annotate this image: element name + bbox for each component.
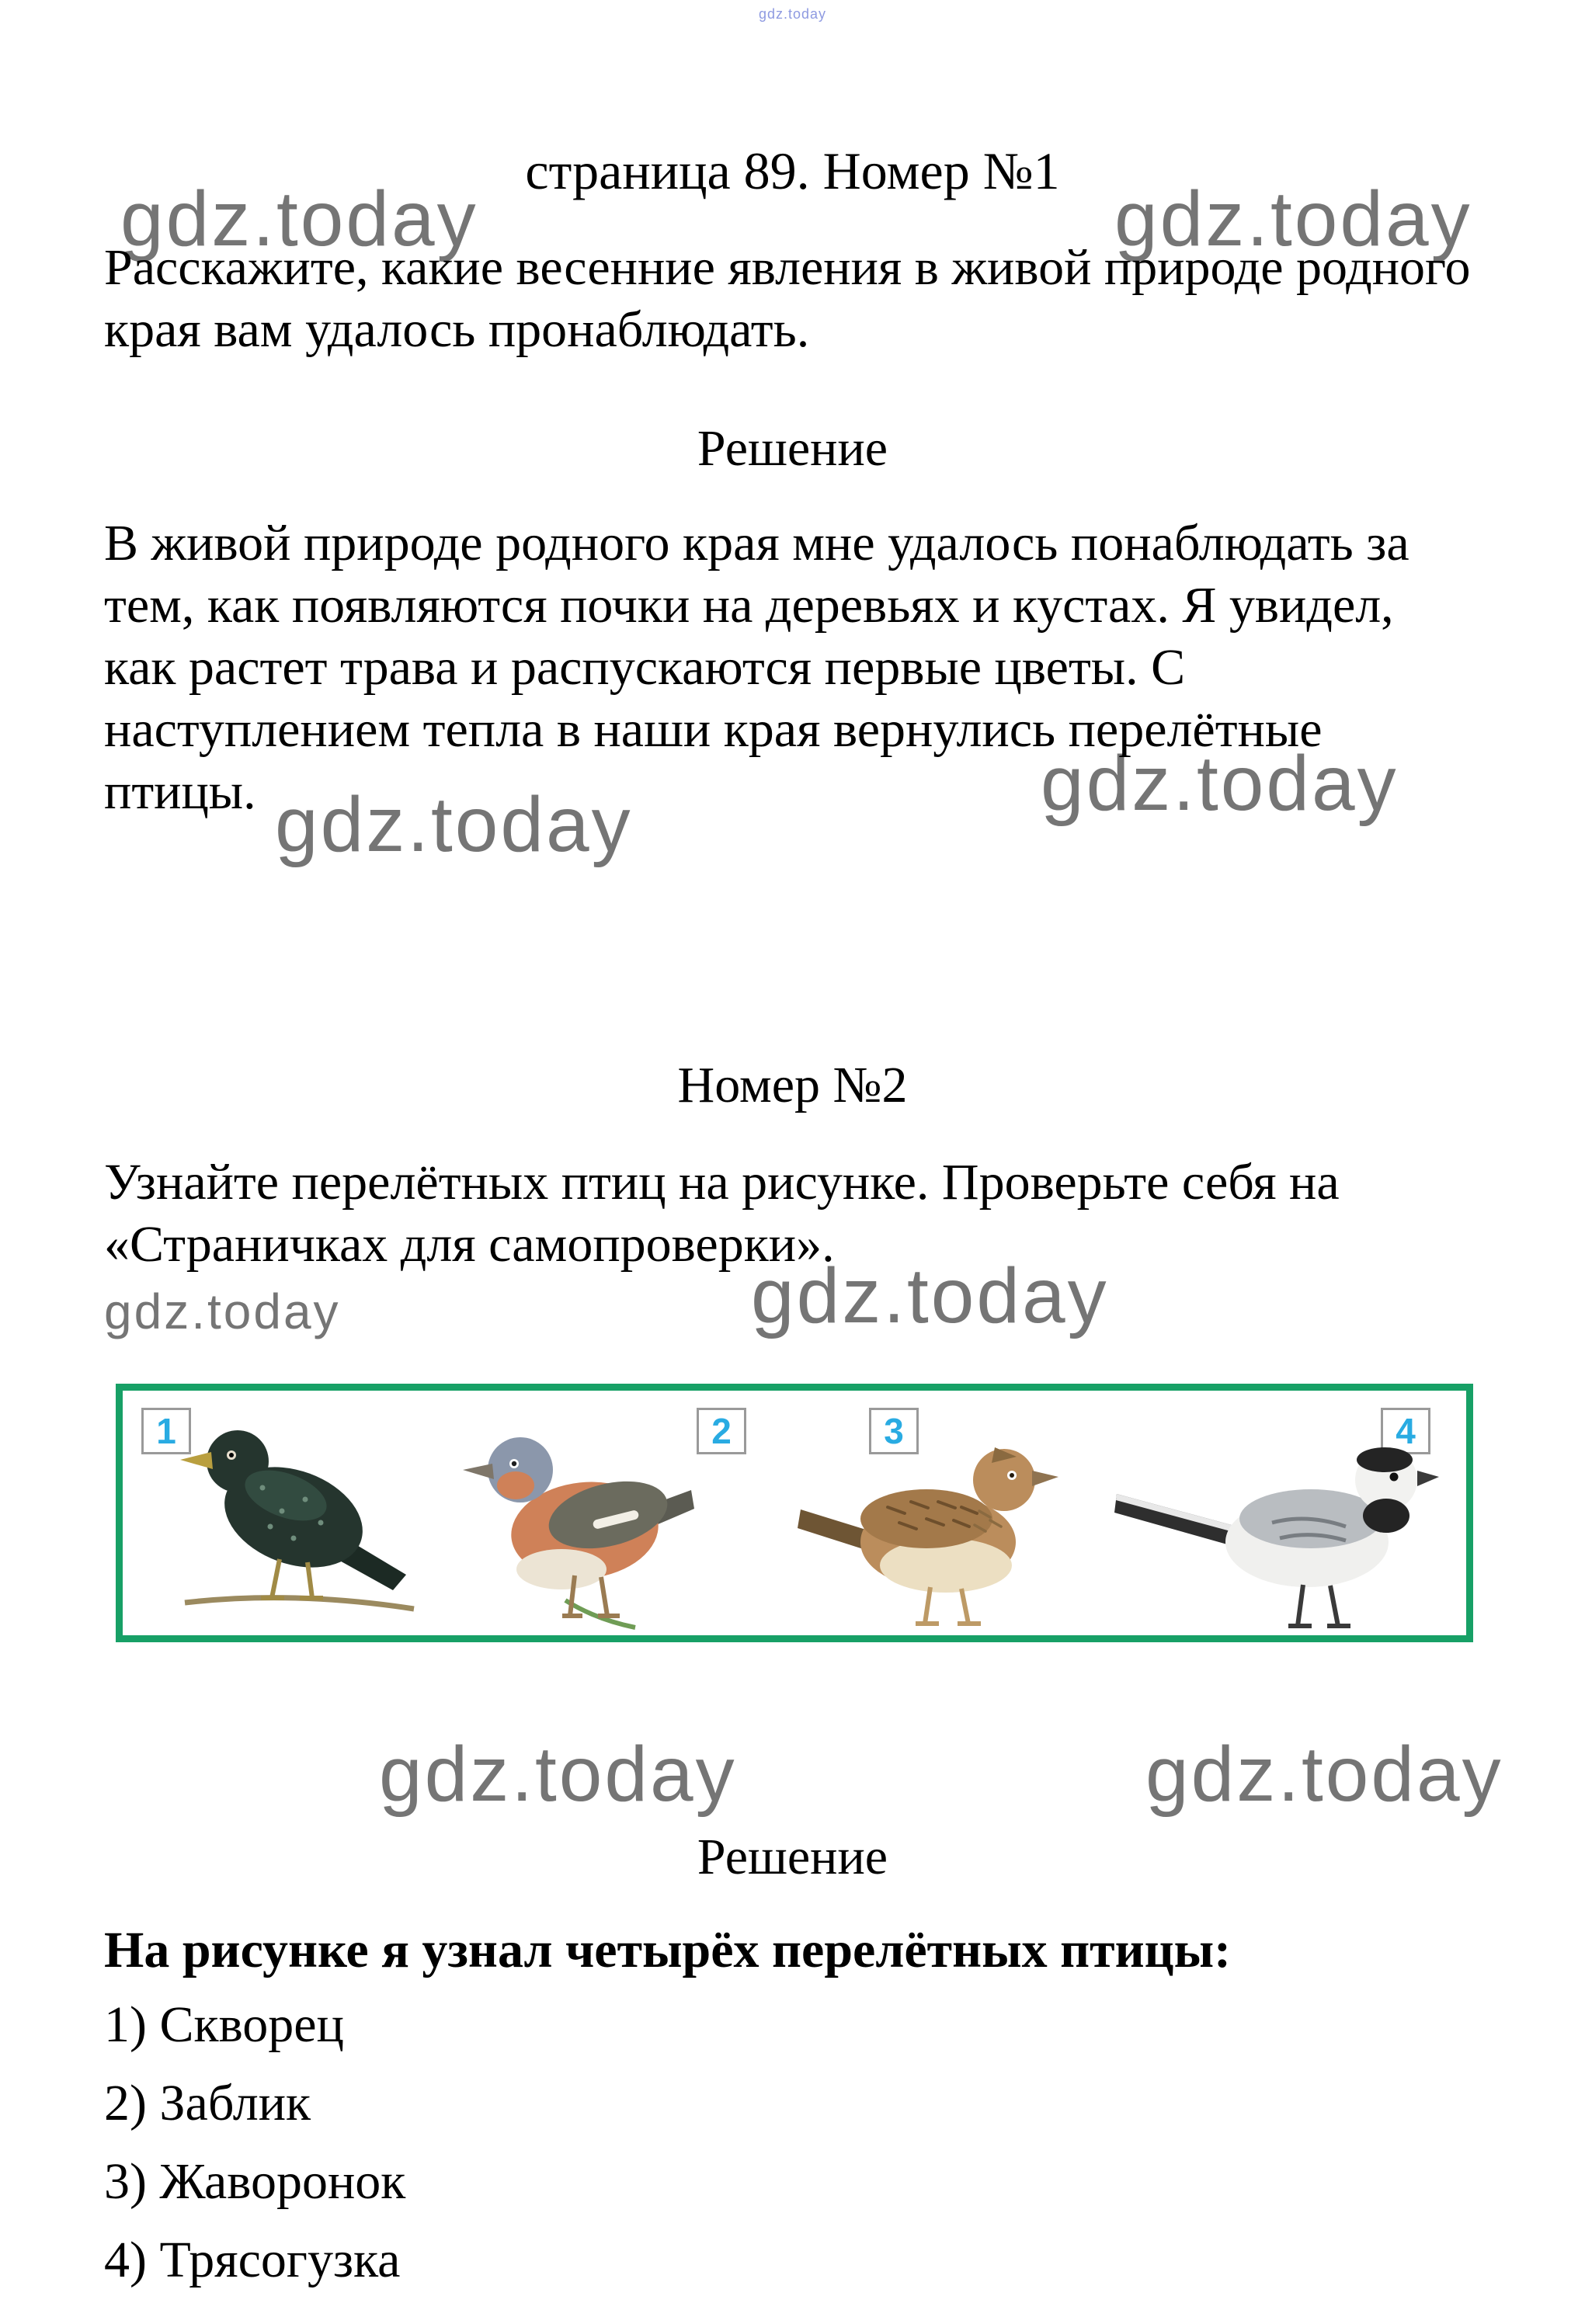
watermark: gdz.today [275, 781, 633, 868]
task2-text: Узнайте перелётных птиц на рисунке. Проверьте себя на «Страничках для самопроверки». [104, 1154, 1340, 1273]
answers-list [104, 1994, 1475, 2308]
solution2-intro: На рисунке я узнал четырёх перелётных птицы: [104, 1922, 1232, 1978]
task1-text: Расскажите, какие весенние явления в живой природе родного края вам удалось пронаблюдать. [104, 239, 1471, 358]
answer-item-2: 2) Заблик [104, 2075, 311, 2131]
starling-icon [169, 1395, 426, 1631]
figure-label-2 [697, 1408, 746, 1454]
task2-heading: Номер №2 [677, 1057, 908, 1113]
figure-number: 4 [1396, 1411, 1416, 1451]
solution2-heading: Решение [697, 1829, 888, 1885]
watermark: gdz.today [379, 1731, 737, 1818]
watermark: gdz.today [120, 175, 478, 262]
watermark: gdz.today [751, 1252, 1109, 1339]
figure-number: 3 [884, 1411, 904, 1451]
watermark: gdz.today [1041, 740, 1399, 827]
lark-icon [794, 1402, 1066, 1631]
solution1-heading: Решение [697, 420, 888, 477]
figure-number: 2 [711, 1411, 732, 1451]
answer-item-4: 4) Трясогузка [104, 2232, 401, 2288]
page-title: страница 89. Номер №1 [525, 141, 1060, 200]
watermark: gdz.today [104, 1284, 341, 1339]
chaffinch-icon [449, 1398, 697, 1631]
wagtail-icon [1113, 1402, 1458, 1631]
watermark: gdz.today [1145, 1731, 1503, 1818]
watermark: gdz.today [1114, 175, 1472, 262]
answer-item-1: 1) Скворец [104, 1996, 344, 2053]
solution1-text: В живой природе родного края мне удалось понаблюдать за тем, как появляются почки на деревьях и кустах. Я увидел, как растет трава и распускаются первые цветы. С наступлением тепла в наши края вернулись перелётные птицы. [104, 515, 1409, 820]
birds-figure [116, 1384, 1473, 1642]
figure-number: 1 [156, 1411, 176, 1451]
answer-item-3: 3) Жаворонок [104, 2153, 406, 2210]
watermark-top: gdz.today [758, 6, 827, 22]
